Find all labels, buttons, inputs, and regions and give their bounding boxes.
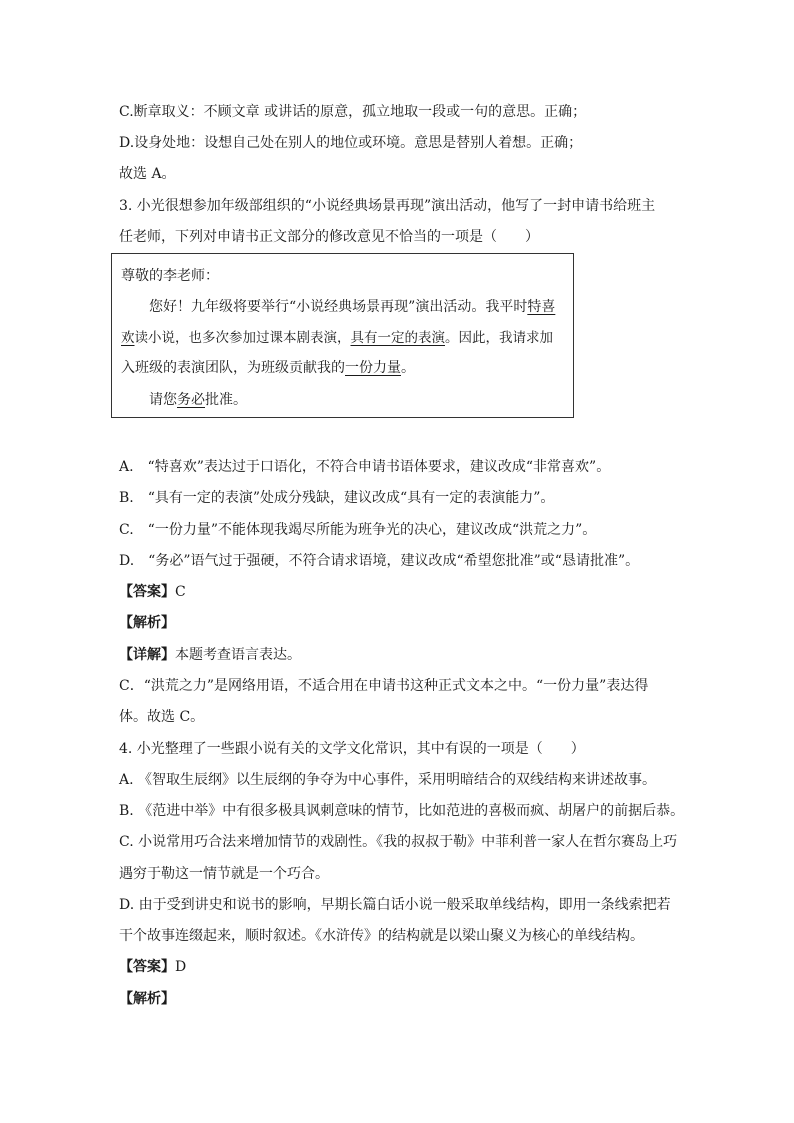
underlined-phrase: 具有一定的表演 [350,330,445,346]
answer-label: 【答案】 [119,584,175,600]
question-4-option-b: B. 《范进中举》中有很多极具讽刺意味的情节，比如范进的喜极而疯、胡屠户的前据后恭。 [119,803,685,819]
underlined-phrase: 一份力量 [345,360,401,376]
question-4-option-d-line-2: 干个故事连缀起来，顺时叙述。《水浒传》的结构就是以梁山聚义为核心的单线结构。 [119,928,644,944]
letter-text: 批准。 [205,392,247,408]
question-3-stem-line-2: 任老师，下列对申请书正文部分的修改意见不恰当的一项是（ ） [119,229,539,245]
letter-line-1 [149,297,555,317]
detail-label: 【详解】 [119,647,175,663]
question-3-option-a: A. “特喜欢”表达过于口语化，不符合申请书语体要求，建议改成“非常喜欢”。 [119,459,611,475]
letter-line-4 [149,390,247,410]
letter-salutation: 尊敬的李老师： [121,268,219,284]
answer-value: D [175,959,187,975]
answer-label: 【答案】 [119,959,175,975]
option-d-explanation: D.设身处地：设想自己处在别人的地位或环境。意思是替别人着想。正确； [119,135,583,151]
previous-conclusion: 故选 A。 [119,166,176,182]
question-3-detail [119,645,301,665]
question-3-analysis-label: 【解析】 [119,615,175,631]
question-3-explanation-line-1: C．“洪荒之力”是网络用语，不适合用在申请书这种正式文本之中。“一份力量”表达得 [119,678,649,694]
letter-line-2 [121,328,553,348]
question-3-answer [119,582,186,602]
letter-text: 。 [401,360,415,376]
question-3-option-b: B. “具有一定的表演”处成分残缺，建议改成“具有一定的表演能力”。 [119,490,555,506]
question-3-stem-line-1: 3. 小光很想参加年级部组织的“小说经典场景再现”演出活动，他写了一封申请书给班主 [119,198,656,214]
letter-text: 您好！九年级将要举行“小说经典场景再现”演出活动。我平时 [149,299,528,315]
option-c-explanation: C.断章取义：不顾文章 或讲话的原意，孤立地取一段或一句的意思。正确； [119,104,587,120]
question-4-stem: 4. 小光整理了一些跟小说有关的文学文化常识，其中有误的一项是（ ） [119,741,585,757]
letter-text: 入班级的表演团队，为班级贡献我的 [121,360,345,376]
question-4-option-c-line-1: C. 小说常用巧合法来增加情节的戏剧性。《我的叔叔于勒》中菲利普一家人在哲尔赛岛上巧 [119,834,678,850]
question-4-option-c-line-2: 遇穷于勒这一情节就是一个巧合。 [119,866,329,882]
question-3-option-d: D. “务必”语气过于强硬，不符合请求语境，建议改成“希望您批准”或“恳请批准”。 [119,553,640,569]
letter-text: 请您 [149,392,177,408]
question-4-option-d-line-1: D. 由于受到讲史和说书的影响，早期长篇白话小说一般采取单线结构，即用一条线索把若 [119,897,671,913]
question-3-option-c: C. “一份力量”不能体现我竭尽所能为班争光的决心，建议改成“洪荒之力”。 [119,522,597,538]
underlined-phrase: 务必 [177,392,205,408]
letter-text: 。因此，我请求加 [445,330,553,346]
question-4-analysis-label: 【解析】 [119,991,175,1007]
question-4-option-a: A. 《智取生辰纲》以生辰纲的争夺为中心事件，采用明暗结合的双线结构来讲述故事。 [119,772,657,788]
answer-value: C [175,584,186,600]
letter-line-3 [121,358,415,378]
detail-text: 本题考查语言表达。 [175,647,301,663]
application-letter-box [111,253,574,418]
question-3-explanation-line-2: 体。故选 C。 [119,709,205,725]
question-4-answer [119,957,186,977]
underlined-phrase: 特喜 [527,299,556,315]
underlined-phrase: 欢 [121,330,135,346]
letter-text: 读小说，也多次参加过课本剧表演， [134,330,351,346]
